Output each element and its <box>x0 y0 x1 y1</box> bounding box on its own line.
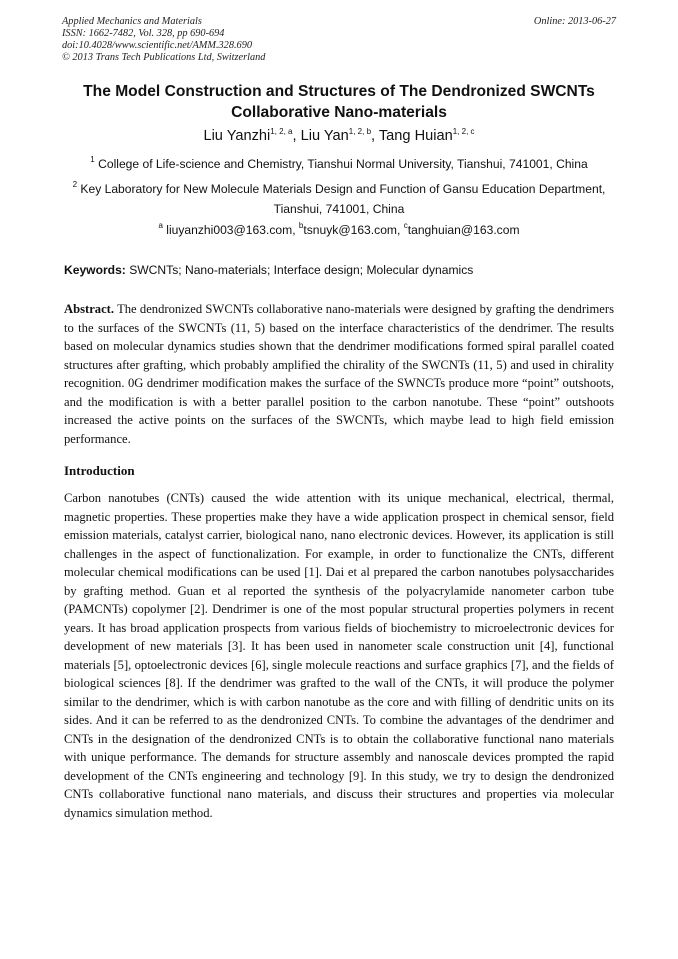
introduction-paragraph: Carbon nanotubes (CNTs) caused the wide attention with its unique mechanical, electrical, thermal, magnetic properties. These properties make they have a wide application prospect in chemical sensor, field emission materials, catalyst carrier, biological nano, nano electronic devices. However, its application is still challenges in the aspect of functionalization. For example, in order to functionalize the CNTs, different molecular chemical modifications can be used [1]. Dai et al prepared the carbon nanotubes polysaccharides by grafting method. Guan et al reported the synthesis of the polyacrylamide nanometer carbon tube (PAMCNTs) copolymer [2]. Dendrimer is one of the most popular structural properties polymers in recent years. It has broad application prospects from various fields of biochemistry to microelectronic devices for development of new materials [3]. It has been used in nanometer scale construction unit [4], functional materials [5], optoelectronic devices [6], single molecule reactions and surface graphics [7], and the fields of biological sciences [8]. If the dendrimer was grafted to the wall of the CNTs, it will produce the polymer similar to the dendrimer, which is with carbon nanotube as the core and with filling of dendritic units on its sides. And it can be referred to as the dendronized CNTs. To combine the advantages of the dendrimer and CNTs in the designation of the dendronized CNTs is to obtain the collaborative functional nano materials with unique performance. The demands for structure assembly and nanoscale devices prompted the rapid development of the CNTs engineering and technology [9]. In this study, we try to design the dendronized CNTs collaborative functional nano materials, and discuss their structures and properties via molecular dynamics simulation method. <box>64 491 614 820</box>
affiliation-mark: 2 <box>72 180 78 189</box>
issn-line: ISSN: 1662-7482, Vol. 328, pp 690-694 <box>62 28 225 39</box>
email-link[interactable]: tsnuyk@163.com <box>303 223 397 237</box>
email-mark: b <box>298 221 304 230</box>
journal-header <box>62 16 616 64</box>
keywords <box>64 262 616 278</box>
affiliation-mark: 1 <box>90 155 95 164</box>
author-name: Liu Yanzhi <box>203 128 271 144</box>
paper-title: The Model Construction and Structures of The Dendronized SWCNTs Collaborative Nano-materials <box>83 83 595 121</box>
copyright-line: © 2013 Trans Tech Publications Ltd, Switzerland <box>62 52 266 63</box>
abstract-label: Abstract. <box>64 302 115 316</box>
affiliation-2 <box>60 179 618 219</box>
email-mark: c <box>403 221 408 230</box>
introduction-heading: Introduction <box>64 463 135 478</box>
affiliation-1 <box>40 154 638 174</box>
journal-name: Applied Mechanics and Materials <box>62 16 202 27</box>
email-mark: a <box>158 221 163 230</box>
abstract <box>64 300 614 448</box>
author-affiliation-mark: 1, 2, c <box>452 127 475 136</box>
doi-line: doi:10.4028/www.scientific.net/AMM.328.690 <box>62 40 252 51</box>
affiliation-text: College of Life-science and Chemistry, Tianshui Normal University, Tianshui, 741001, China <box>98 157 588 171</box>
online-date: Online: 2013-06-27 <box>533 16 616 27</box>
abstract-text: The dendronized SWCNTs collaborative nano-materials were designed by grafting the dendrimers to the surfaces of the SWCNTs (11, 5) based on the interface characteristics of the dendrimer. The results based on molecular dynamics studies shown that the dendrimer modifications formed spiral parallel coated structures after grafting, which probably amplified the chirality of the SWCNTs (11, 5) and used in chirality recognition. 0G dendrimer modification makes the surface of the SWNCTs produce more “point” outshoots, and the modification is with a better parallel position to the carbon nanotube. These “point” outshoots increased the active points on the surfaces of the SWCNTs, which maybe lead to high field emission performance. <box>64 302 614 446</box>
author-list: Liu Yanzhi$^{1, 2, a}$, Liu Yan$^{1, 2, b}$, Tang Huian$^{1, 2, c}$ <box>203 127 475 144</box>
author-name: Tang Huian <box>378 128 453 144</box>
author-emails: $^a$ liuyanzhi003@163.com, $^b$tsnuyk@163.com, $^c$tanghuian@163.com <box>158 221 520 237</box>
email-link[interactable]: liuyanzhi003@163.com <box>166 223 293 237</box>
journal-info <box>62 16 616 64</box>
author-affiliation-mark: 1, 2, b <box>348 127 372 136</box>
email-link[interactable]: tanghuian@163.com <box>407 223 520 237</box>
keywords-text: SWCNTs; Nano-materials; Interface design; Molecular dynamics <box>129 263 474 277</box>
affiliation-text: Key Laboratory for New Molecule Materials Design and Function of Gansu Education Department, Tianshui, 741001, China <box>80 182 606 216</box>
author-affiliation-mark: 1, 2, a <box>270 127 293 136</box>
author-name: Liu Yan <box>300 128 349 144</box>
keywords-label: Keywords: <box>64 263 126 277</box>
